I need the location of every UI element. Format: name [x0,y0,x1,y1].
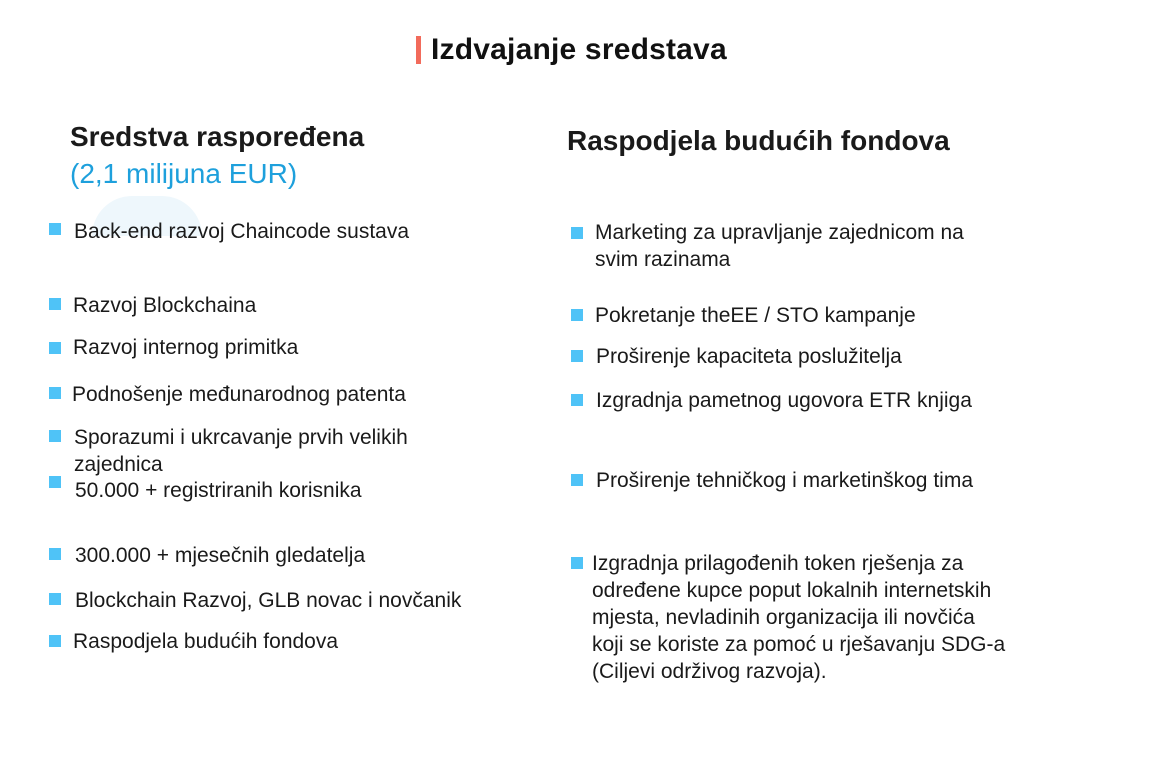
left-list-item: Sporazumi i ukrcavanje prvih velikih [74,426,408,449]
bullet-square-icon [49,430,61,442]
bullet-square-icon [571,309,583,321]
left-list-item: Razvoj Blockchaina [73,294,257,317]
bullet-square-icon [49,548,61,560]
bullet-square-icon [49,342,61,354]
slide-title-text: Izdvajanje sredstava [431,33,727,66]
right-list-item: Izgradnja pametnog ugovora ETR knjiga [596,389,972,412]
bullet-square-icon [49,387,61,399]
right-list-item: Marketing za upravljanje zajednicom na [595,221,964,244]
right-list-item: Proširenje tehničkog i marketinškog tima [596,469,973,492]
bullet-square-icon [49,476,61,488]
right-column-heading: Raspodjela budućih fondova [567,125,950,156]
left-list-item-continuation: zajednica [74,453,163,476]
bullet-square-icon [571,350,583,362]
slide-title [416,30,727,70]
left-list-item: Podnošenje međunarodnog patenta [72,383,406,406]
bullet-square-icon [571,474,583,486]
right-list-item-continuation: (Ciljevi održivog razvoja). [592,660,827,683]
left-list-item: 50.000 + registriranih korisnika [75,479,362,502]
right-list-item: Pokretanje theEE / STO kampanje [595,304,916,327]
left-column-subheading: (2,1 milijuna EUR) [70,158,298,189]
right-list-item: Proširenje kapaciteta poslužitelja [596,345,902,368]
left-list-item: Back-end razvoj Chaincode sustava [74,220,410,243]
right-list-item-continuation: određene kupce poput lokalnih internetskih [592,579,992,602]
bullet-square-icon [49,593,61,605]
right-list-item-continuation: koji se koriste za pomoć u rješavanju SDG-a [592,633,1006,656]
left-list-item: Blockchain Razvoj, GLB novac i novčanik [75,589,462,612]
right-list-item-continuation: svim razinama [595,248,731,271]
title-accent-bar [416,36,421,64]
bullet-square-icon [571,557,583,569]
left-list-item: Razvoj internog primitka [73,336,299,359]
left-list-item: 300.000 + mjesečnih gledatelja [75,544,366,567]
bullet-square-icon [49,223,61,235]
bullet-square-icon [49,635,61,647]
bullet-square-icon [49,298,61,310]
right-list-item-continuation: mjesta, nevladinih organizacija ili novčića [592,606,975,629]
right-list-item: Izgradnja prilagođenih token rješenja za [592,552,964,575]
bullet-square-icon [571,394,583,406]
left-list-item: Raspodjela budućih fondova [73,630,339,653]
bullet-square-icon [571,227,583,239]
left-column-heading: Sredstva raspoređena [70,121,365,152]
